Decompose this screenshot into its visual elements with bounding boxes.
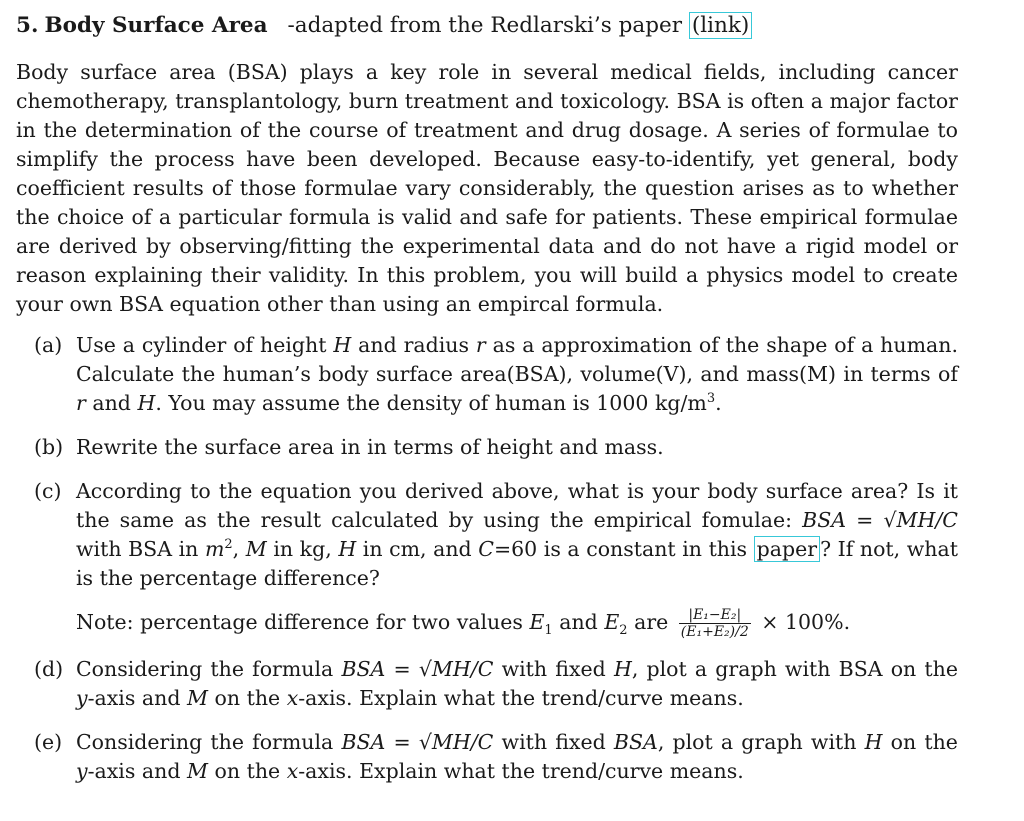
text-segment: ? If not, what is the percentage difference? <box>76 537 958 590</box>
text-segment: . You may assume the density of human is 1000 kg/m <box>155 391 707 415</box>
math-var: x <box>286 759 299 783</box>
math-var: M <box>186 686 208 710</box>
subscript: 1 <box>544 623 553 639</box>
question-c <box>16 477 958 640</box>
math-var: r <box>76 391 86 415</box>
math-var: y <box>76 686 88 710</box>
formula: BSA = √MH/C <box>341 730 494 754</box>
text-segment: and <box>92 391 131 415</box>
question-text <box>76 331 958 418</box>
math-var: H <box>613 657 632 681</box>
math-var: E <box>529 610 545 634</box>
text-segment: =60 is a constant in this <box>493 537 748 561</box>
text-segment: on the <box>214 686 281 710</box>
text-segment: with BSA in <box>76 537 199 561</box>
math-var: BSA <box>613 730 658 754</box>
question-text <box>76 655 958 713</box>
text-segment: According to the equation you derived above, what is your body surface area? Is it the same as the result calculated by using the empirical fomulae: <box>76 479 958 532</box>
math-var: x <box>286 686 299 710</box>
text-segment: Considering the formula <box>76 657 334 681</box>
text-segment: . <box>715 391 722 415</box>
text-segment: , plot a graph with BSA on the <box>631 657 958 681</box>
question-label: (a) <box>34 333 63 357</box>
superscript: 3 <box>706 391 716 407</box>
text-segment: Use a cylinder of height <box>76 333 327 357</box>
text-segment: and <box>559 610 598 634</box>
math-var: M <box>186 759 208 783</box>
section-subtitle: -adapted from the Redlarski’s paper <box>287 13 682 38</box>
text-segment: Considering the formula <box>76 730 334 754</box>
section-number: 5. <box>16 13 39 38</box>
text-segment: in kg, <box>273 537 332 561</box>
question-label: (e) <box>34 730 63 754</box>
math-var: H <box>137 391 156 415</box>
paper-link-inline[interactable]: paper <box>754 536 820 562</box>
question-b <box>16 433 958 462</box>
text-segment: -axis and <box>87 686 181 710</box>
intro-paragraph: Body surface area (BSA) plays a key role in several medical fields, including cancer chemotherapy, transplantology, burn treatment and toxicology. BSA is often a major factor in the determination of the course of treatment and drug dosage. A series of formulae to simplify the process have been developed. Because easy-to-identify, yet general, body coefficient results of those formulae vary considerably, the question arises as to whether the choice of a particular formula is valid and safe for patients. These empirical formulae are derived by observing/fitting the experimental data and do not have a rigid model or reason explaining their validity. In this problem, you will build a physics model to create your own BSA equation other than using an empircal formula. <box>16 60 958 316</box>
superscript: 2 <box>224 537 233 553</box>
question-list <box>16 331 958 786</box>
paper-link[interactable]: (link) <box>689 12 752 39</box>
question-label: (c) <box>34 479 62 503</box>
math-var: H <box>864 730 883 754</box>
text-segment: as a approximation of the shape of a human. Calculate the human’s body surface area(BSA), volume(V), and mass(M) in terms of <box>76 333 958 386</box>
text-segment: , <box>232 537 240 561</box>
question-e <box>16 728 958 786</box>
formula: BSA = √MH/C <box>802 508 958 532</box>
text-segment: -axis. Explain what the trend/curve means. <box>298 759 744 783</box>
math-var: r <box>475 333 486 357</box>
formula: BSA = √MH/C <box>341 657 494 681</box>
math-var: H <box>333 333 352 357</box>
text-segment: with fixed <box>501 730 606 754</box>
math-var: y <box>76 759 88 783</box>
text-segment: -axis and <box>87 759 181 783</box>
math-var: m <box>204 537 225 561</box>
text-segment: Note: percentage difference for two values <box>76 610 523 634</box>
text-segment: , plot a graph with <box>657 730 857 754</box>
subscript: 2 <box>619 623 628 639</box>
problem-page <box>16 10 958 801</box>
text-segment: with fixed <box>501 657 606 681</box>
section-title: Body Surface Area <box>44 13 268 38</box>
question-label: (b) <box>34 435 64 459</box>
question-a <box>16 331 958 418</box>
text-segment: are <box>634 610 669 634</box>
problem-header <box>16 10 958 42</box>
text-segment: -axis. Explain what the trend/curve means. <box>298 686 744 710</box>
text-segment: on the <box>890 730 958 754</box>
text-segment: and radius <box>358 333 470 357</box>
text-segment: × 100%. <box>761 610 851 634</box>
math-var: H <box>338 537 357 561</box>
text-segment: in cm, and <box>362 537 472 561</box>
math-var: E <box>604 610 620 634</box>
question-label: (d) <box>34 657 64 681</box>
fraction-denominator: (E₁+E₂)/2 <box>680 624 749 640</box>
text-segment: on the <box>214 759 281 783</box>
question-text <box>76 477 958 593</box>
question-d <box>16 655 958 713</box>
question-text: Rewrite the surface area in in terms of height and mass. <box>76 435 664 459</box>
percentage-note <box>76 607 958 640</box>
math-var: M <box>245 537 267 561</box>
question-text <box>76 728 958 786</box>
fraction <box>679 607 751 640</box>
math-var: C <box>478 537 494 561</box>
fraction-numerator: |E₁−E₂| <box>679 607 751 624</box>
